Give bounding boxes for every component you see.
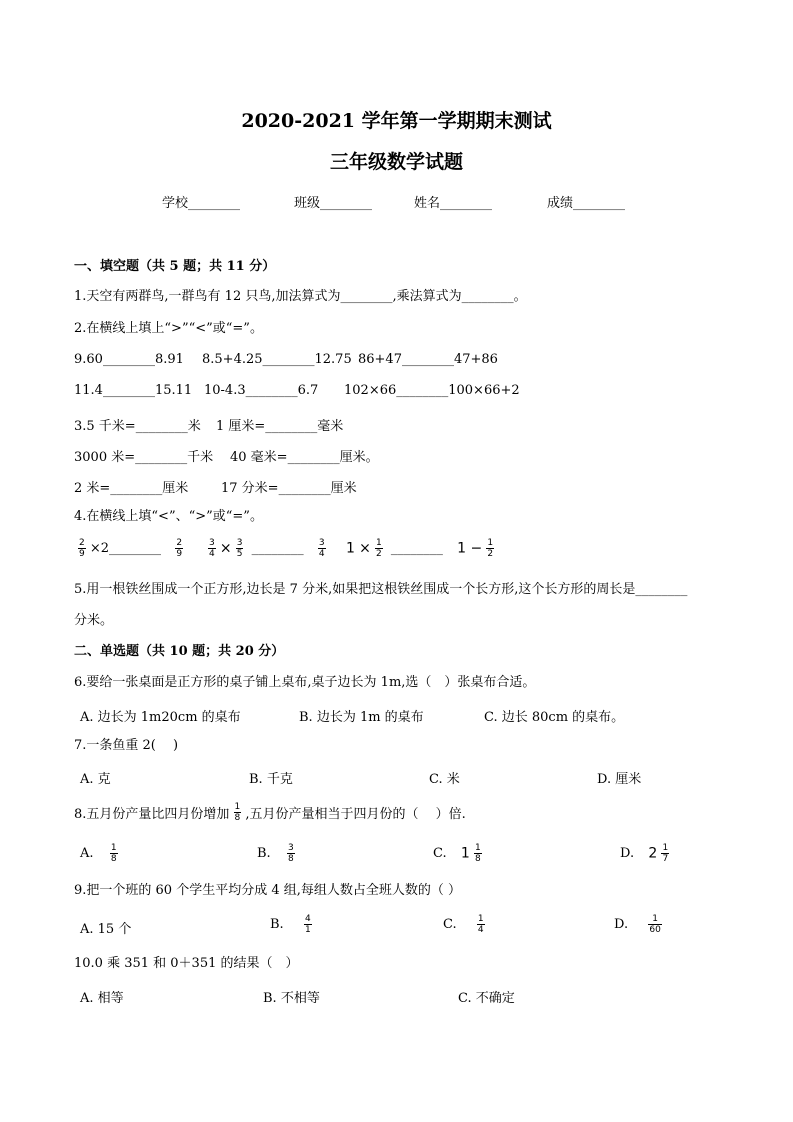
fraction: $\frac{1}{7}$ (662, 843, 669, 864)
question-7: 7.一条鱼重 2( ) (74, 738, 179, 753)
score-field: 成绩________ (547, 196, 626, 211)
question-8: 8.五月份产量比四月份增加 $\frac{1}{8}$ ,五月份产量相当于四月份的（ ）倍. (74, 802, 466, 823)
q2-item: 102×66________100×66+2 (344, 383, 520, 398)
q8-option-c: C. 1 $\frac{1}{8}$ (433, 843, 481, 864)
q9-option-c: C. $\frac{1}{4}$ (443, 914, 484, 935)
q7-option-d: D. 厘米 (597, 772, 642, 787)
q3-item: 40 毫米=________厘米。 (230, 450, 379, 465)
q6-option-b: B. 边长为 1m 的桌布 (299, 710, 424, 725)
q8-option-a: A. $\frac{1}{8}$ (80, 843, 117, 864)
question-2: 2.在横线上填上“>”“<”或“=”。 (74, 321, 263, 336)
q6-option-c: C. 边长 80cm 的桌布。 (484, 710, 625, 725)
q7-option-b: B. 千克 (249, 772, 293, 787)
q3-item: 1 厘米=________毫米 (216, 419, 344, 434)
question-4: 4.在横线上填“<”、“>”或“=”。 (74, 509, 263, 524)
q10-option-b: B. 不相等 (263, 991, 320, 1006)
question-10: 10.0 乘 351 和 0＋351 的结果（ ） (74, 956, 299, 971)
q7-option-c: C. 米 (429, 772, 460, 787)
q9-option-b: B. $\frac{4}{1}$ (270, 914, 311, 935)
section-heading-choice: 二、单选题（共 10 题；共 20 分） (74, 644, 285, 659)
fraction: $\frac{1}{8}$ (234, 802, 241, 823)
class-field: 班级________ (294, 196, 373, 211)
q4-item-a: $\frac{2}{9}$ ×2________ $\frac{2}{9}$ (79, 538, 183, 559)
fraction: $\frac{1}{4}$ (477, 914, 484, 935)
q8-option-b: B. $\frac{3}{8}$ (257, 843, 294, 864)
q10-option-a: A. 相等 (80, 991, 124, 1006)
fraction: $\frac{1}{60}$ (649, 914, 661, 935)
fraction: $\frac{3}{5}$ (236, 538, 243, 559)
q4-item-b: $\frac{3}{4}$ × $\frac{3}{5}$ ________ $\frac{3}{4}$ (209, 538, 325, 559)
fraction: $\frac{4}{1}$ (304, 914, 311, 935)
exam-subtitle: 三年级数学试题 (329, 151, 463, 173)
q7-option-a: A. 克 (80, 772, 111, 787)
q3-item: 3.5 千米=________米 (74, 419, 201, 434)
q2-item: 8.5+4.25________12.75 (202, 352, 352, 367)
fraction: $\frac{2}{9}$ (176, 538, 183, 559)
fraction: $\frac{1}{8}$ (110, 843, 117, 864)
q4-item-c: 1 × $\frac{1}{2}$ ________ 1 − $\frac{1}{2}$ (346, 538, 494, 559)
q2-item: 86+47________47+86 (358, 352, 498, 367)
q9-option-a: A. 15 个 (80, 922, 132, 937)
name-field: 姓名________ (414, 196, 493, 211)
fraction: $\frac{3}{4}$ (318, 538, 325, 559)
section-heading-fill: 一、填空题（共 5 题；共 11 分） (74, 259, 276, 274)
q3-item: 17 分米=________厘米 (221, 481, 357, 496)
exam-title: 2020-2021 学年第一学期期末测试 (241, 110, 552, 132)
q2-item: 9.60________8.91 (74, 352, 184, 367)
fraction: $\frac{1}{8}$ (474, 843, 481, 864)
question-5-cont: 分米。 (74, 613, 114, 628)
q3-item: 3000 米=________千米 (74, 450, 214, 465)
q6-option-a: A. 边长为 1m20cm 的桌布 (80, 710, 241, 725)
fraction: $\frac{3}{4}$ (209, 538, 215, 559)
question-5: 5.用一根铁丝围成一个正方形,边长是 7 分米,如果把这根铁丝围成一个长方形,这个长方形的周长是________ (74, 582, 688, 597)
fraction: $\frac{2}{9}$ (79, 538, 85, 559)
question-1: 1.天空有两群鸟,一群鸟有 12 只鸟,加法算式为________,乘法算式为________。 (74, 289, 527, 304)
q9-option-d: D. $\frac{1}{60}$ (614, 914, 661, 935)
fraction: $\frac{1}{2}$ (487, 538, 494, 559)
q3-item: 2 米=________厘米 (74, 481, 189, 496)
q2-item: 11.4________15.11 (74, 383, 193, 398)
school-field: 学校________ (162, 196, 241, 211)
fraction: $\frac{1}{2}$ (375, 538, 382, 559)
question-6: 6.要给一张桌面是正方形的桌子铺上桌布,桌子边长为 1m,选（ ）张桌布合适。 (74, 675, 536, 690)
q8-option-d: D. 2 $\frac{1}{7}$ (620, 843, 669, 864)
q2-item: 10-4.3________6.7 (204, 383, 319, 398)
q10-option-c: C. 不确定 (458, 991, 515, 1006)
fraction: $\frac{3}{8}$ (287, 843, 294, 864)
question-9: 9.把一个班的 60 个学生平均分成 4 组,每组人数占全班人数的（ ） (74, 883, 462, 898)
